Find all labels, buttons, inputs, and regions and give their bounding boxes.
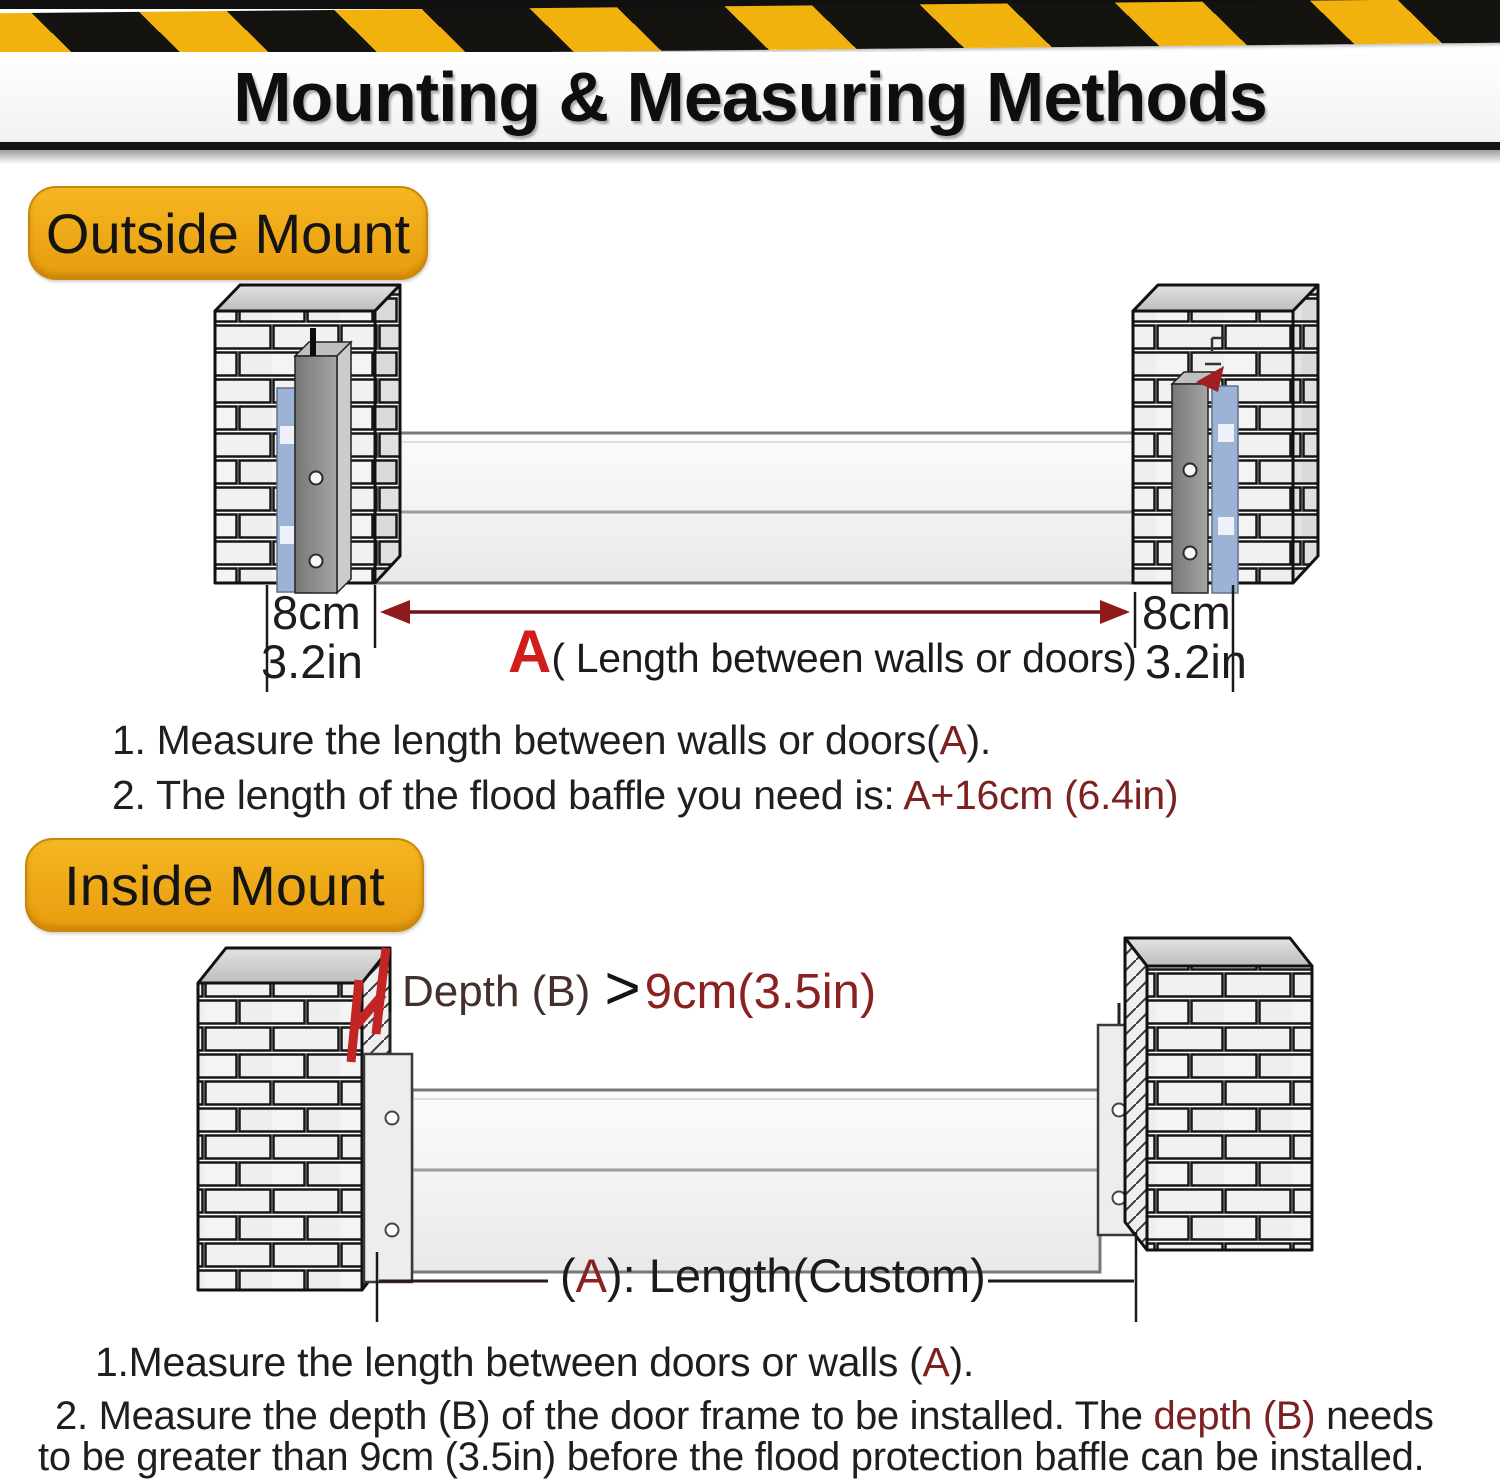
depth-label: Depth (B)	[402, 967, 603, 1016]
greater-than-sign: >	[604, 954, 641, 1023]
inside-step-2-line-2: to be greater than 9cm (3.5in) before the flood protection baffle can be installed.	[38, 1435, 1425, 1479]
depth-value: 9cm(3.5in)	[644, 964, 877, 1019]
outside-dim-a-annotation	[508, 618, 1137, 685]
inside-step-2-line-1: 2. Measure the depth (B) of the door frame to be installed. The depth (B) needs	[55, 1394, 1434, 1438]
inside-flood-barrier	[412, 1090, 1100, 1272]
page-title: Mounting & Measuring Methods	[233, 58, 1267, 136]
length-a-letter: A	[575, 1249, 608, 1302]
outside-dim-right-in: 3.2in	[1145, 635, 1247, 688]
dim-a-letter: A	[508, 618, 552, 685]
title-band	[0, 52, 1500, 142]
inside-step-1: 1.Measure the length between doors or walls (A).	[95, 1339, 974, 1385]
length-annotation: (A): Length(Custom)	[560, 1249, 986, 1302]
outside-mount-badge	[28, 186, 428, 280]
inside-right-brick-pillar	[1125, 938, 1312, 1250]
title-underline	[0, 142, 1500, 150]
title-underline-shadow	[0, 150, 1500, 164]
depth-annotation	[402, 954, 877, 1026]
outside-dim-right-cm: 8cm	[1142, 586, 1231, 639]
outside-step-2: 2. The length of the flood baffle you need is: A+16cm (6.4in)	[112, 772, 1179, 818]
outside-mount-label: Outside Mount	[45, 201, 411, 265]
inside-mount-label: Inside Mount	[64, 853, 385, 917]
inside-mount-badge	[25, 838, 424, 932]
flood-barrier	[322, 433, 1180, 583]
outside-step-1: 1. Measure the length between walls or doors(A).	[112, 717, 991, 763]
dim-a-caption: ( Length between walls or doors)	[551, 635, 1137, 681]
outside-dim-left-cm: 8cm	[272, 586, 361, 639]
right-mounting-bracket	[1172, 366, 1238, 593]
outside-dim-left-in: 3.2in	[261, 635, 363, 688]
